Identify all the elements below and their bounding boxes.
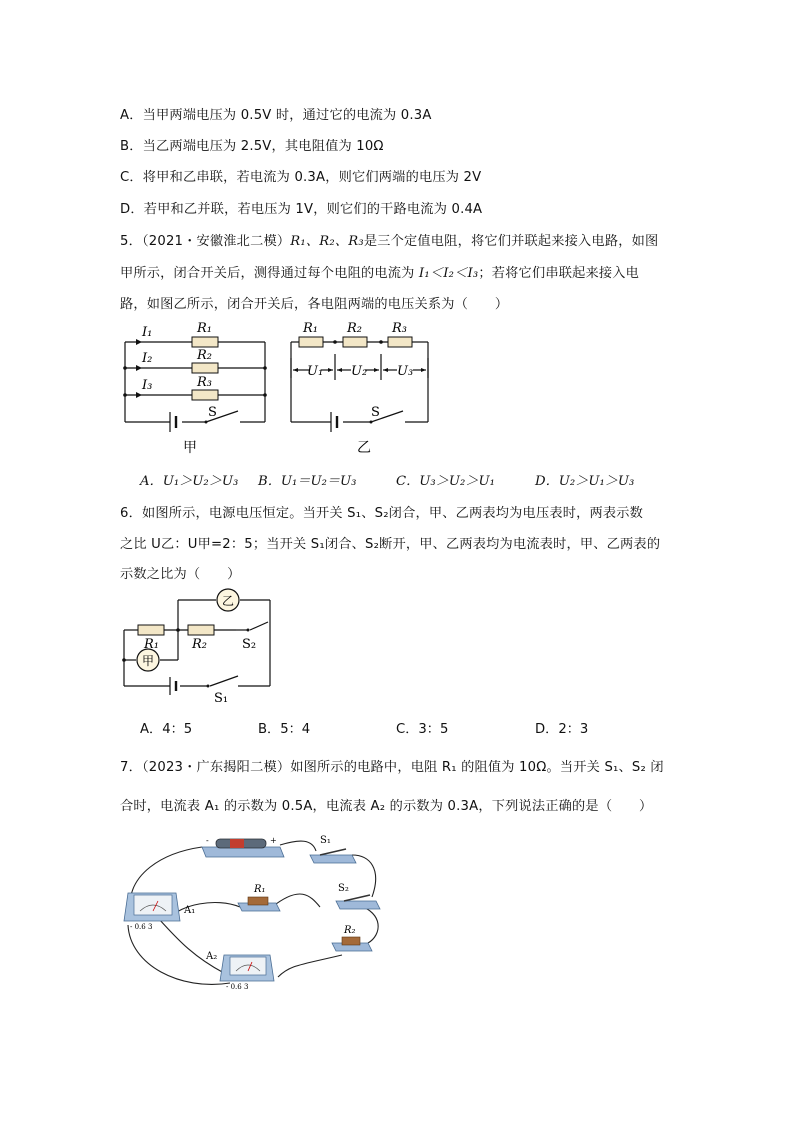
q6-s1-label: S₁: [214, 691, 229, 706]
q5-stem-text1: 是三个定值电阻，将它们并联起来接入电路，如图: [363, 234, 659, 249]
q6-stem-line3: 示数之比为（ ）: [120, 567, 241, 582]
resistor-r1-icon: [238, 884, 280, 911]
battery-minus: -: [206, 836, 209, 845]
q7-s1-label: S₁: [320, 835, 331, 846]
q5a-r3-label: R₃: [197, 375, 212, 390]
q6-circuit-figure: [118, 588, 278, 706]
q7-physical-circuit: [120, 825, 390, 997]
q6-option-a: A．4：5: [140, 722, 193, 737]
q7-stem-line1: 7．（2023・广东揭阳二模）如图所示的电路中，电阻 R₁ 的阻值为 10Ω。当开关 S₁、S₂ 闭: [120, 760, 664, 775]
q6-s2-label: S₂: [242, 637, 257, 652]
q5a-i1-label: I₁: [142, 325, 153, 340]
q5-source: 5．（2021・安徽淮北二模）: [120, 234, 291, 249]
q6-r1-resistor: [138, 625, 164, 635]
q5b-u2-label: U₂: [351, 364, 368, 379]
battery-plus: +: [270, 836, 277, 845]
q5-option-c: C．U₃＞U₂＞U₁: [396, 474, 495, 489]
q5a-r1-resistor: [192, 337, 218, 347]
q7-r2-label: R₂: [344, 925, 356, 936]
q5a-i3-label: I₃: [142, 378, 153, 393]
q6-option-c: C．3：5: [396, 722, 449, 737]
q7-a2-label: A₂: [206, 951, 218, 962]
q5a-r2-label: R₂: [197, 348, 212, 363]
q5a-r1-label: R₁: [197, 321, 212, 336]
q7-a2-scale: - 0.6 3: [226, 983, 249, 991]
q5a-switch-label: S: [208, 405, 217, 420]
q5b-caption: 乙: [357, 440, 371, 456]
q5-option-b: B．U₁＝U₂＝U₃: [258, 474, 357, 489]
q7-stem-line2: 合时，电流表 A₁ 的示数为 0.5A，电流表 A₂ 的示数为 0.3A，下列说法正确的是（ ）: [120, 799, 653, 814]
ammeter-a1-icon: [124, 893, 195, 931]
q6-r1-label: R₁: [144, 637, 159, 652]
battery-icon: [202, 836, 284, 857]
q5b-r2-resistor: [343, 337, 367, 347]
q5b-r1-label: R₁: [303, 321, 318, 336]
q5b-r3-label: R₃: [392, 321, 407, 336]
switch-s1-icon: [310, 835, 356, 863]
q4-option-d: D．若甲和乙并联，若电压为 1V，则它们的干路电流为 0.4A: [120, 202, 483, 217]
q5-option-a: A．U₁＞U₂＞U₃: [140, 474, 239, 489]
q6-meter-jia-label: 甲: [141, 654, 155, 668]
q5a-r3-resistor: [192, 390, 218, 400]
q6-meter-yi-label: 乙: [221, 594, 235, 608]
resistor-r2-icon: [332, 925, 372, 951]
q5b-switch-label: S: [371, 405, 380, 420]
q5-figure-parallel: [118, 318, 273, 460]
q5-stem-text3: ；若将它们串联起来接入电: [478, 266, 640, 281]
q5-figure-series: [285, 318, 435, 460]
q4-option-a: A．当甲两端电压为 0.5V 时，通过它的电流为 0.3A: [120, 108, 432, 123]
q5b-r1-resistor: [299, 337, 323, 347]
q7-s2-label: S₂: [338, 883, 349, 894]
q7-a1-scale: - 0.6 3: [130, 923, 153, 931]
q6-stem-line1: 6．如图所示，电源电压恒定。当开关 S₁、S₂闭合，甲、乙两表均为电压表时，两表示数: [120, 506, 644, 521]
q5a-caption: 甲: [183, 440, 197, 456]
ammeter-a2-icon: [205, 951, 274, 991]
q5-stem-line2: [120, 262, 639, 281]
q4-option-c: C．将甲和乙串联，若电流为 0.3A，则它们两端的电压为 2V: [120, 170, 482, 185]
q5a-i2-label: I₂: [142, 351, 153, 366]
q7-a1-label: A₁: [184, 905, 196, 916]
q6-r2-label: R₂: [192, 637, 207, 652]
q5b-u3-label: U₃: [397, 364, 414, 379]
q5-option-d: D．U₂＞U₁＞U₃: [535, 474, 635, 489]
q6-option-d: D．2：3: [535, 722, 589, 737]
q5-stem-line1: [120, 230, 658, 249]
q4-option-b: B．当乙两端电压为 2.5V，其电阻值为 10Ω: [120, 139, 384, 154]
q7-r1-label: R₁: [254, 884, 266, 895]
q6-r2-resistor: [188, 625, 214, 635]
q5b-r2-label: R₂: [347, 321, 362, 336]
q5-currents: I₁＜I₂＜I₃: [418, 266, 479, 281]
q5a-r2-resistor: [192, 363, 218, 373]
switch-s2-icon: [336, 883, 380, 909]
q5b-u1-label: U₁: [307, 364, 324, 379]
q6-option-b: B．5：4: [258, 722, 311, 737]
q5-resistors: R₁、R₂、R₃: [290, 234, 364, 249]
q5-stem-text2: 甲所示，闭合开关后，测得通过每个电阻的电流为: [120, 266, 419, 281]
q6-stem-line2: 之比 U乙：U甲=2：5；当开关 S₁闭合、S₂断开，甲、乙两表均为电流表时，甲、乙两表的: [120, 537, 661, 552]
q5b-r3-resistor: [388, 337, 412, 347]
q5-stem-line3: 路，如图乙所示，闭合开关后，各电阻两端的电压关系为（ ）: [120, 297, 509, 312]
